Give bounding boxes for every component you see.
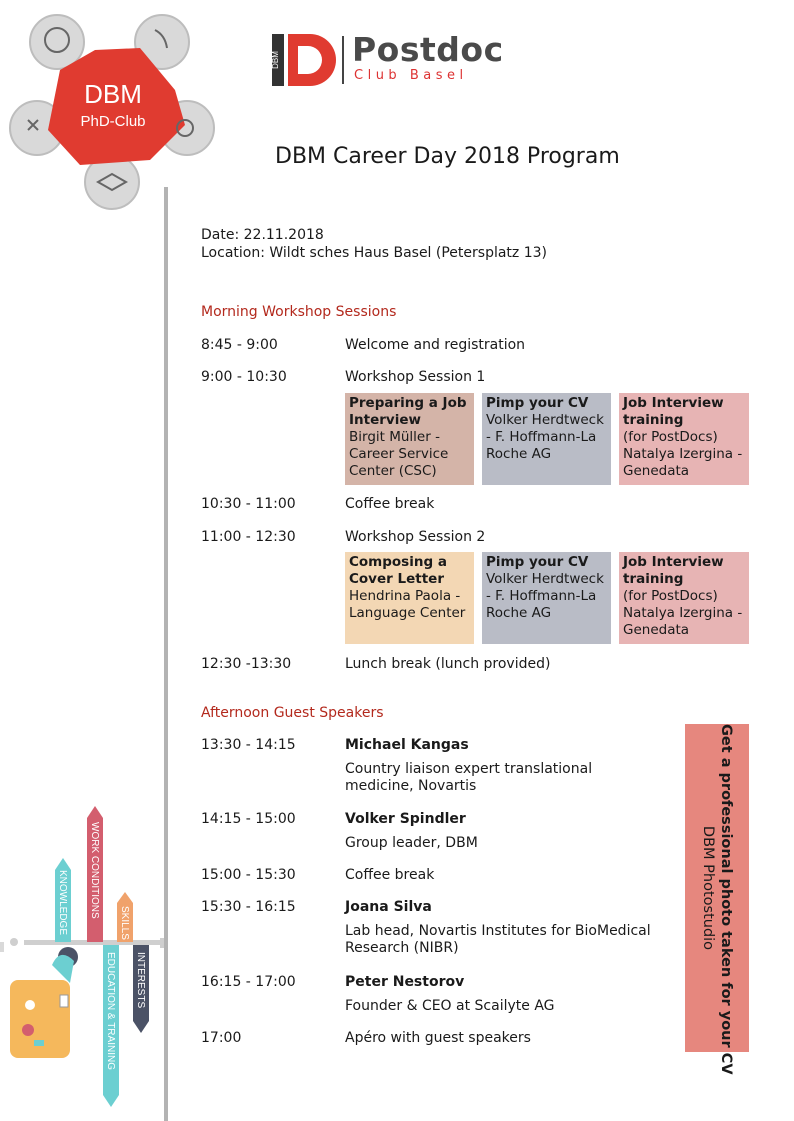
dbm-mark-icon <box>272 34 334 86</box>
speaker-description: Founder & CEO at Scailyte AG <box>345 998 555 1014</box>
schedule-event: Coffee break <box>345 867 435 883</box>
career-signpost-illustration <box>0 800 170 1121</box>
photo-banner-subtitle: DBM Photostudio <box>700 825 716 951</box>
time-slot: 8:45 - 9:00 <box>201 337 278 353</box>
workshop-title: Job Interview training <box>623 395 724 428</box>
photo-banner <box>685 724 749 1075</box>
time-slot: 17:00 <box>201 1030 242 1046</box>
workshop-speaker: Birgit Müller - Career Service Center (CSC) <box>349 429 449 479</box>
time-slot: 9:00 - 10:30 <box>201 369 287 385</box>
svg-text:DBM: DBM <box>271 51 280 69</box>
event-date: Date: 22.11.2018 <box>201 227 324 243</box>
workshop-title: Pimp your CV <box>486 554 589 570</box>
workshop-box <box>345 552 474 644</box>
workshop-speaker: Hendrina Paola - Language Center <box>349 588 466 621</box>
speaker-name: Michael Kangas <box>345 737 469 753</box>
time-slot: 10:30 - 11:00 <box>201 496 296 512</box>
afternoon-heading: Afternoon Guest Speakers <box>201 705 384 721</box>
schedule-event: Workshop Session 2 <box>345 529 486 545</box>
logo-divider <box>342 36 344 84</box>
workshop-title: Composing a Cover Letter <box>349 554 447 587</box>
speaker-name: Peter Nestorov <box>345 974 465 990</box>
workshop-speaker: (for PostDocs) Natalya Izergina - Genedata <box>623 429 743 479</box>
postdoc-logo-subtitle: Club Basel <box>354 68 468 83</box>
workshop-box <box>619 393 749 485</box>
schedule-event: Workshop Session 1 <box>345 369 486 385</box>
speaker-description: Lab head, Novartis Institutes for BioMedical Research (NIBR) <box>345 923 651 956</box>
workshop-title: Job Interview training <box>623 554 724 587</box>
svg-text:SKILLS: SKILLS <box>119 906 130 940</box>
workshop-box <box>345 393 474 485</box>
time-slot: 15:00 - 15:30 <box>201 867 296 883</box>
svg-text:INTERESTS: INTERESTS <box>135 952 146 1009</box>
workshop-box <box>482 552 611 644</box>
page-title: DBM Career Day 2018 Program <box>275 144 620 169</box>
workshop-speaker: (for PostDocs) Natalya Izergina - Genedata <box>623 588 743 638</box>
postdoc-club-logo <box>272 30 512 90</box>
svg-text:DBM: DBM <box>84 79 142 109</box>
svg-text:WORK CONDITIONS: WORK CONDITIONS <box>89 822 100 919</box>
postdoc-logo-title: Postdoc <box>352 30 504 69</box>
svg-text:PhD-Club: PhD-Club <box>80 113 146 130</box>
schedule-event: Apéro with guest speakers <box>345 1030 531 1046</box>
time-slot: 16:15 - 17:00 <box>201 974 296 990</box>
time-slot: 13:30 - 14:15 <box>201 737 296 753</box>
workshop-title: Preparing a Job Interview <box>349 395 467 428</box>
time-slot: 11:00 - 12:30 <box>201 529 296 545</box>
morning-heading: Morning Workshop Sessions <box>201 304 397 320</box>
schedule-event: Lunch break (lunch provided) <box>345 656 551 672</box>
svg-text:KNOWLEDGE: KNOWLEDGE <box>57 870 68 936</box>
event-location: Location: Wildt sches Haus Basel (Petersplatz 13) <box>201 245 547 261</box>
workshop-speaker: Volker Herdtweck - F. Hoffmann-La Roche AG <box>486 571 604 621</box>
workshop-title: Pimp your CV <box>486 395 589 411</box>
speaker-description: Country liaison expert translational medicine, Novartis <box>345 761 593 794</box>
schedule-event: Coffee break <box>345 496 435 512</box>
speaker-description: Group leader, DBM <box>345 835 478 851</box>
speaker-name: Joana Silva <box>345 899 432 915</box>
speaker-name: Volker Spindler <box>345 811 466 827</box>
time-slot: 15:30 - 16:15 <box>201 899 296 915</box>
workshop-box <box>619 552 749 644</box>
workshop-speaker: Volker Herdtweck - F. Hoffmann-La Roche AG <box>486 412 604 462</box>
time-slot: 12:30 -13:30 <box>201 656 292 672</box>
schedule-event: Welcome and registration <box>345 337 526 353</box>
workshop-box <box>482 393 611 485</box>
svg-text:EDUCATION & TRAINING: EDUCATION & TRAINING <box>105 952 116 1070</box>
time-slot: 14:15 - 15:00 <box>201 811 296 827</box>
phd-club-logo <box>0 0 225 215</box>
photo-banner-title: Get a professional photo taken for your CV <box>718 724 734 1075</box>
